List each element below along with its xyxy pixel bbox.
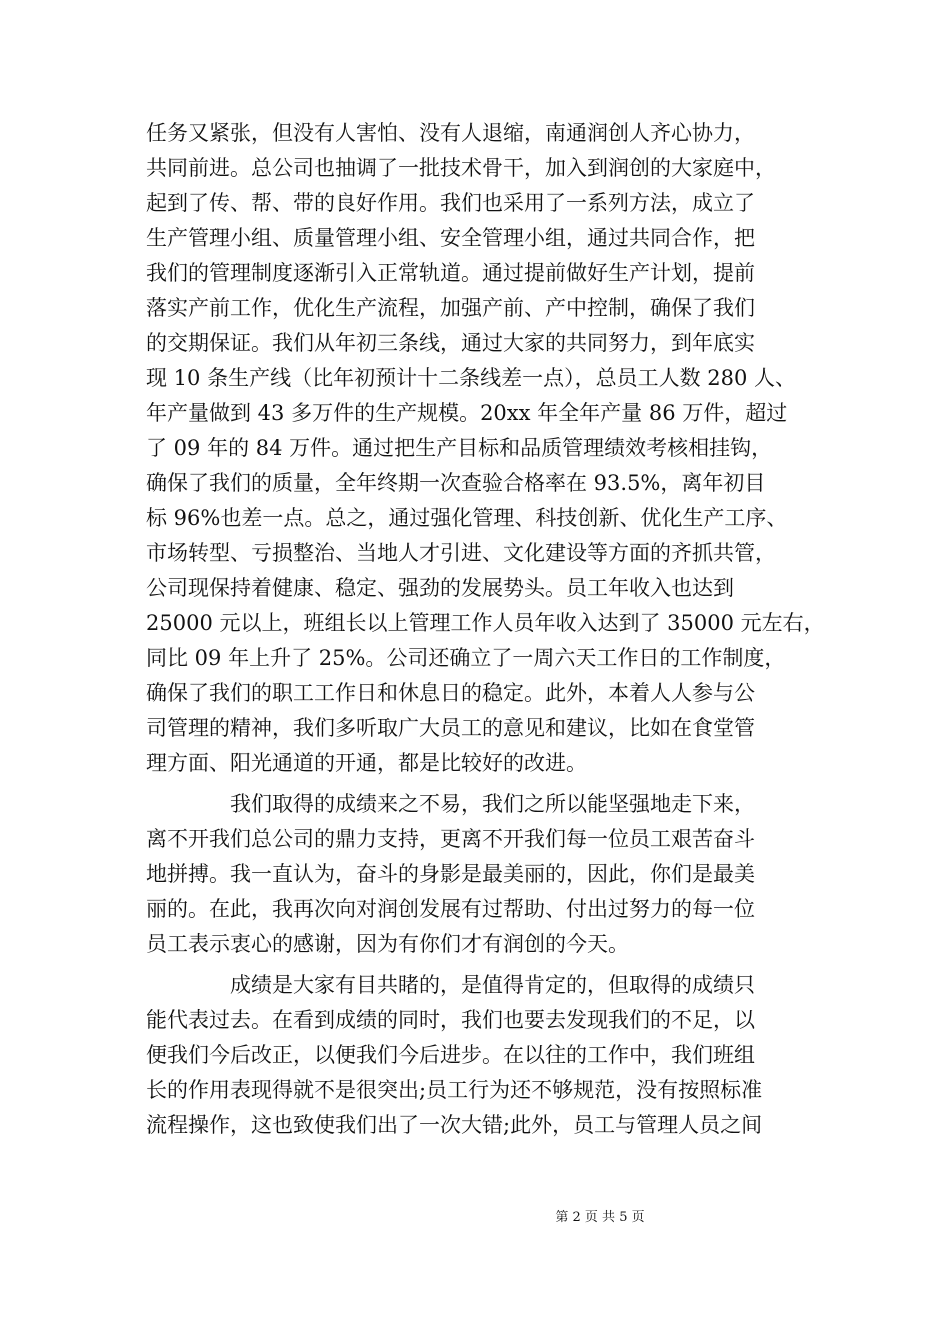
paragraph-1 — [146, 116, 825, 781]
page-footer — [0, 1206, 950, 1225]
text-line: 确保了我们的职工工作日和休息日的稳定。此外，本着人人参与公 — [146, 681, 755, 705]
text-line: 员工表示衷心的感谢，因为有你们才有润创的今天。 — [146, 932, 629, 956]
text-line: 司管理的精神，我们多听取广大员工的意见和建议，比如在食堂管 — [146, 716, 755, 740]
text-line: 公司现保持着健康、稳定、强劲的发展势头。员工年收入也达到 — [146, 576, 734, 600]
text-line: 丽的。在此，我再次向对润创发展有过帮助、付出过努力的每一位 — [146, 897, 755, 921]
text-line: 能代表过去。在看到成绩的同时，我们也要去发现我们的不足，以 — [146, 1008, 755, 1032]
page-number: 第 2 页 共 5 页 — [555, 1210, 645, 1225]
text-line: 年产量做到 43 多万件的生产规模。20xx 年全年产量 86 万件，超过 — [146, 401, 788, 425]
text-line: 我们的管理制度逐渐引入正常轨道。通过提前做好生产计划，提前 — [146, 261, 755, 285]
text-line: 我们取得的成绩来之不易，我们之所以能坚强地走下来， — [146, 792, 755, 816]
text-line: 确保了我们的质量，全年终期一次查验合格率在 93.5%，离年初目 — [146, 471, 766, 495]
text-line: 现 10 条生产线（比年初预计十二条线差一点），总员工人数 280 人、 — [146, 366, 797, 390]
text-line: 落实产前工作，优化生产流程，加强产前、产中控制，确保了我们 — [146, 296, 755, 320]
text-line: 同比 09 年上升了 25%。公司还确立了一周六天工作日的工作制度， — [146, 646, 786, 670]
text-line: 离不开我们总公司的鼎力支持，更离不开我们每一位员工艰苦奋斗 — [146, 827, 755, 851]
text-line: 起到了传、帮、带的良好作用。我们也采用了一系列方法，成立了 — [146, 191, 755, 215]
text-line: 生产管理小组、质量管理小组、安全管理小组，通过共同合作，把 — [146, 226, 755, 250]
body-text — [146, 116, 825, 1143]
text-line: 地拼搏。我一直认为，奋斗的身影是最美丽的，因此，你们是最美 — [146, 862, 755, 886]
text-line: 便我们今后改正，以便我们今后进步。在以往的工作中，我们班组 — [146, 1043, 755, 1067]
text-line: 的交期保证。我们从年初三条线，通过大家的共同努力，到年底实 — [146, 331, 755, 355]
text-line: 成绩是大家有目共睹的，是值得肯定的，但取得的成绩只 — [146, 973, 755, 997]
text-line: 共同前进。总公司也抽调了一批技术骨干，加入到润创的大家庭中， — [146, 156, 776, 180]
text-line: 市场转型、亏损整治、当地人才引进、文化建设等方面的齐抓共管， — [146, 541, 776, 565]
text-line: 了 09 年的 84 万件。通过把生产目标和品质管理绩效考核相挂钩， — [146, 436, 773, 460]
paragraph-2 — [146, 787, 812, 962]
text-line: 任务又紧张，但没有人害怕、没有人退缩，南通润创人齐心协力， — [146, 121, 755, 145]
text-line: 流程操作，这也致使我们出了一次大错;此外，员工与管理人员之间 — [146, 1113, 763, 1137]
text-line: 长的作用表现得就不是很突出;员工行为还不够规范，没有按照标准 — [146, 1078, 763, 1102]
text-line: 标 96%也差一点。总之，通过强化管理、科技创新、优化生产工序、 — [146, 506, 788, 530]
text-line: 理方面、阳光通道的开通，都是比较好的改进。 — [146, 751, 587, 775]
paragraph-3 — [146, 968, 812, 1143]
text-line: 25000 元以上，班组长以上管理工作人员年收入达到了 35000 元左右， — [146, 611, 825, 635]
